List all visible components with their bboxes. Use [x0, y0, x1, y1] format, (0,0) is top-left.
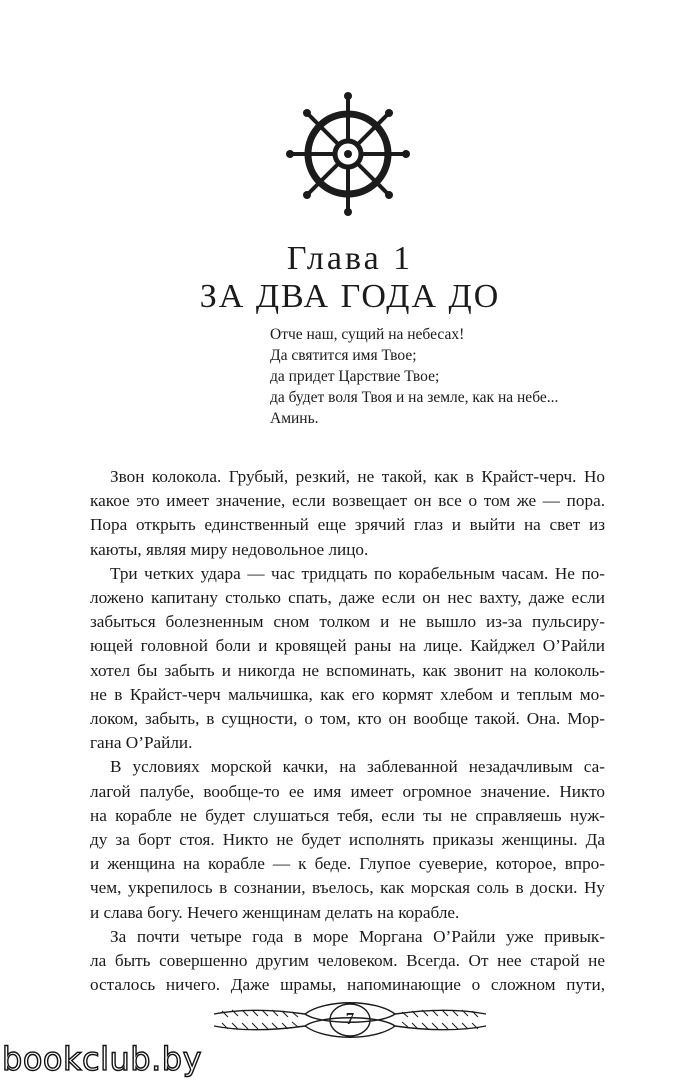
- text-line: ющей головной боли и кровящей раны на лице. Кайджел О’Райли: [90, 636, 605, 656]
- epigraph-line: Аминь.: [270, 410, 319, 427]
- text-line: забыться болезненным сном толком и не вышло из-за пульсиру-: [90, 612, 605, 632]
- wheel-handle: [385, 109, 393, 117]
- text-line: каюты, являя миру недовольное лицо.: [90, 539, 369, 559]
- wheel-handle: [286, 150, 294, 158]
- wheel-handle: [402, 150, 410, 158]
- wheel-handle: [344, 92, 352, 100]
- text-line: чем, укрепилось в сознании, въелось, как морская соль в доски. Ну: [90, 878, 605, 898]
- epigraph-line: Отче наш, сущий на небесах!: [270, 326, 465, 343]
- text-line: ложено капитану столько спать, даже если он нес вахту, даже если: [90, 588, 605, 608]
- text-line: и слава богу. Нечего женщинам делать на корабле.: [90, 902, 460, 922]
- epigraph: [270, 324, 610, 429]
- watermark: bookclub.by: [2, 1040, 202, 1078]
- body-text: [90, 465, 605, 997]
- text-line: не в Крайст-черч мальчишка, как его кормят хлебом и теплым мо-: [90, 684, 605, 704]
- text-line: гана О’Райли.: [90, 733, 193, 753]
- chapter-number: Глава 1: [286, 240, 414, 277]
- text-line: Звон колокола. Грубый, резкий, не такой, как в Крайст-черч. Но: [110, 467, 605, 486]
- wheel-handle: [303, 109, 311, 117]
- wheel-handle: [303, 191, 311, 199]
- ship-wheel-icon: [282, 88, 414, 220]
- epigraph-line: да придет Царствие Твое;: [270, 368, 440, 385]
- text-line: какое это имеет значение, если возвещает он все о том же — пора.: [90, 491, 605, 511]
- wheel-handle: [385, 191, 393, 199]
- text-line: на корабле не будет слушаться тебя, если ты не справляешь нуж-: [90, 805, 605, 825]
- epigraph-line: да будет воля Твоя и на земле, как на небе...: [270, 389, 559, 406]
- text-line: ла быть совершенно другим человеком. Всегда. От нее старой не: [90, 951, 605, 971]
- wheel-handle: [344, 208, 352, 216]
- epigraph-line: Да святится имя Твое;: [270, 347, 417, 364]
- chapter-subtitle: ЗА ДВА ГОДА ДО: [199, 278, 501, 315]
- text-line: За почти четыре года в море Моргана О’Райли уже привык-: [110, 926, 605, 946]
- text-line: В условиях морской качки, на заблеванной незадачливым са-: [110, 757, 605, 777]
- text-line: Пора открыть единственный еще зрячий глаз и выйти на свет из: [90, 515, 605, 535]
- page-number: 7: [345, 1009, 355, 1028]
- text-line: лагой палубе, вообще-то ее имя имеет огромное значение. Никто: [90, 781, 605, 801]
- text-line: локом, забыть, в сущности, о том, кто он вообще такой. Она. Мор-: [90, 709, 605, 729]
- text-line: хотел бы забыть и никогда не вспоминать, как звонит на колоколь-: [90, 660, 605, 680]
- text-line: и женщина на корабле — к беде. Глупое суеверие, которое, впро-: [90, 854, 605, 874]
- text-line: Три четких удара — час тридцать по корабельным часам. Не по-: [110, 563, 605, 583]
- text-line: осталось ничего. Даже шрамы, напоминающие о сложном пути,: [90, 975, 605, 995]
- text-line: ду за борт стоя. Никто не будет исполнять приказы женщины. Да: [90, 830, 605, 850]
